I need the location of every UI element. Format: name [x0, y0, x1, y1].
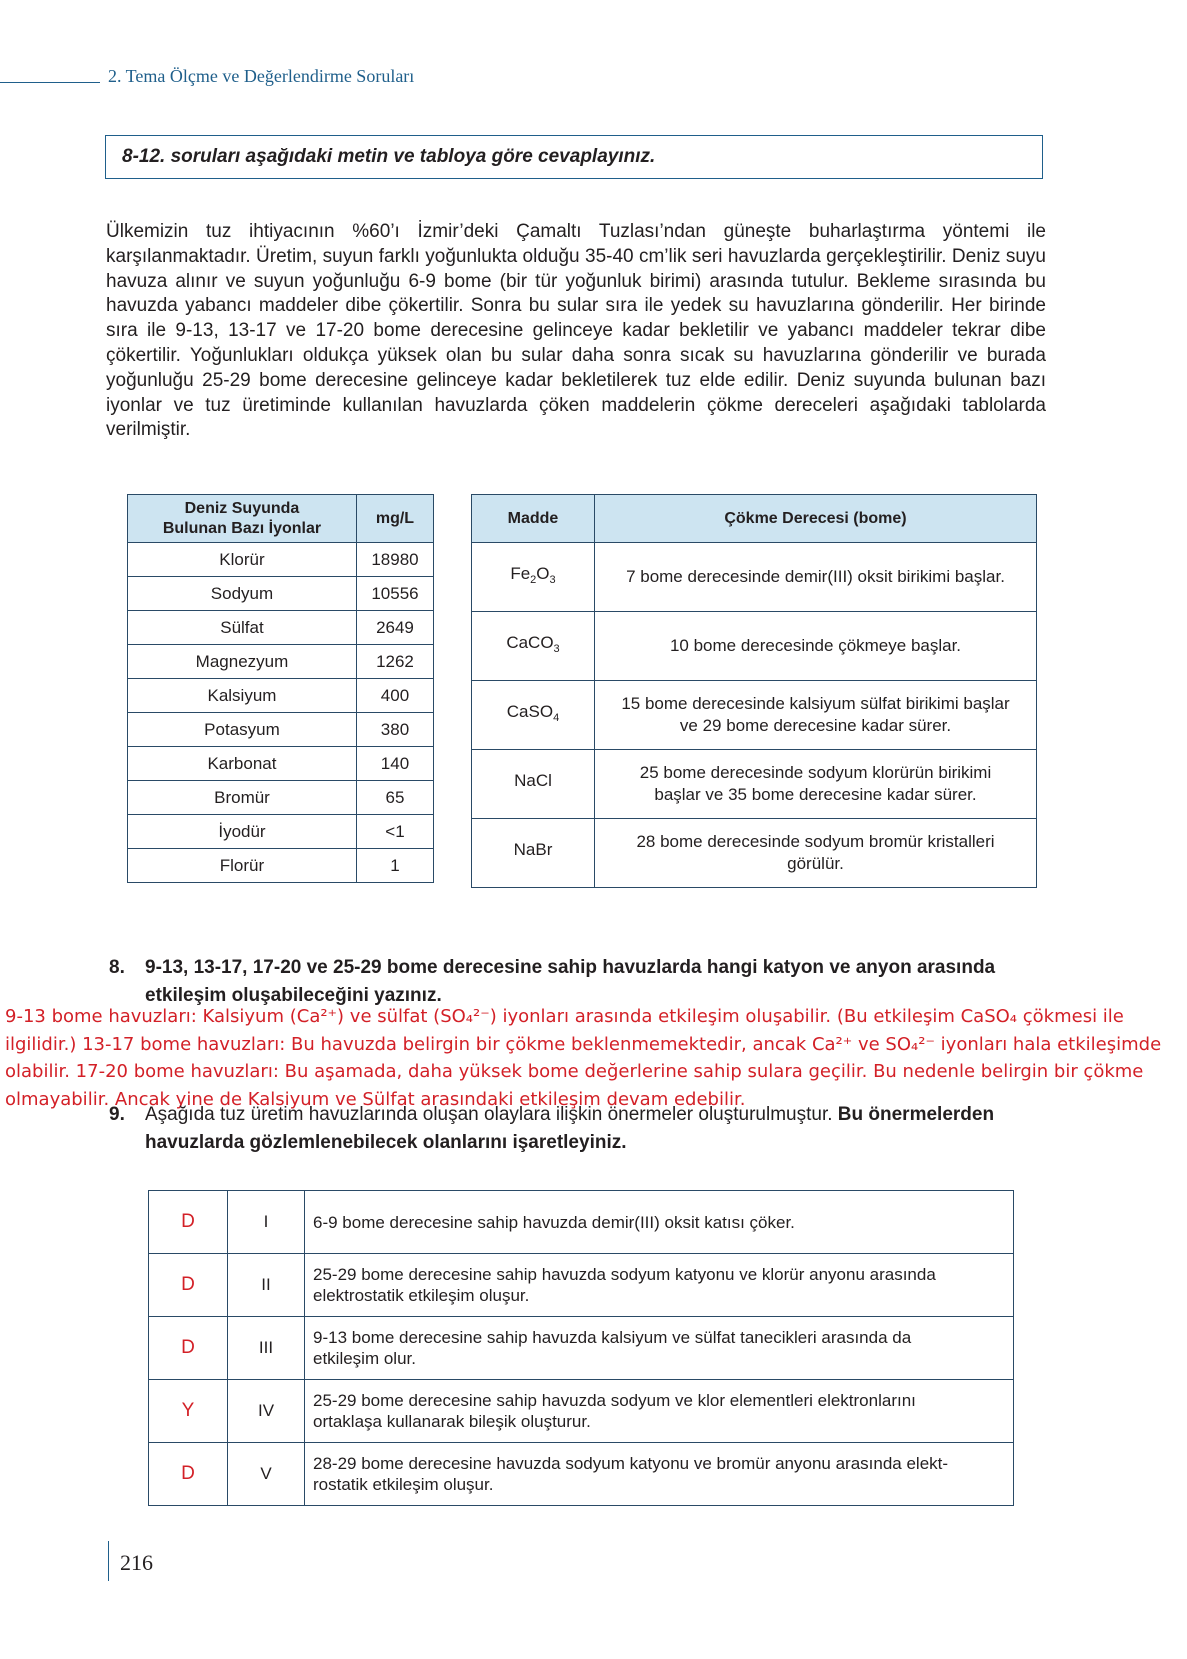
ion-name: Magnezyum [128, 645, 357, 679]
answer-cell[interactable]: D [149, 1443, 228, 1506]
madde-formula: CaSO$_4$ [472, 681, 595, 750]
ion-value: 380 [356, 713, 433, 747]
statement-text: 28-29 bome derecesine havuzda sodyum katyonu ve bromür anyonu arasında elekt- rostatik etkileşim oluşur. [305, 1443, 1014, 1506]
roman-numeral: IV [228, 1380, 305, 1443]
ion-value: 10556 [356, 577, 433, 611]
table-row [128, 713, 434, 747]
instruction-text: 8-12. soruları aşağıdaki metin ve tabloya göre cevaplayınız. [122, 146, 656, 167]
madde-table [471, 494, 1037, 888]
table-row [149, 1317, 1014, 1380]
question-8 [109, 954, 1029, 1010]
table-row [128, 543, 434, 577]
answer-cell[interactable]: D [149, 1254, 228, 1317]
header-rule [0, 82, 100, 83]
table-row [128, 781, 434, 815]
question-9-plain: Aşağıda tuz üretim havuzlarında oluşan olaylara ilişkin önermeler oluşturulmuştur. [145, 1104, 838, 1125]
ion-value: 65 [356, 781, 433, 815]
intro-paragraph: Ülkemizin tuz ihtiyacının %60’ı İzmir’deki Çamaltı Tuzlası’ndan güneşte buharlaştırma yöntemi ile karşılanmaktadır. Üretim, suyun farklı yoğunlukta olduğu 35-40 cm’lik seri havuzlarda gerçekleştirilir. Deniz suyu havuza alınır ve suyun yoğunluğu 6-9 bome (bir tür yoğunluk birimi) arasında tutulur. Bekleme sırasında bu havuzda yabancı maddeler dibe çökertilir. Sonra bu sular sıra ile yedek su havuzlarına gönderilir. Her birinde sıra ile 9-13, 13-17 ve 17-20 bome derecesine gelinceye kadar bekletilir ve yabancı maddeler tekrar dibe çökertilir. Yoğunlukları oldukça yüksek olan bu sular daha sonra sıcak su havuzlarına gönderilir ve burada yoğunluğu 25-29 bome derecesine gelinceye kadar bekletilerek tuz elde edilir. Deniz suyunda bulunan bazı iyonlar ve tuz üretiminde kullanılan havuzlarda çöken maddelerin çökme dereceleri aşağıdaki tablolarda verilmiştir. [106, 221, 1046, 441]
ion-name: Sodyum [128, 577, 357, 611]
roman-numeral: I [228, 1191, 305, 1254]
table-row [128, 645, 434, 679]
statement-text: 25-29 bome derecesine sahip havuzda sodyum katyonu ve klorür anyonu arasında elektrostatik etkileşim oluşur. [305, 1254, 1014, 1317]
madde-desc: 10 bome derecesinde çökmeye başlar. [595, 612, 1037, 681]
ion-name: Sülfat [128, 611, 357, 645]
madde-formula: NaCl [472, 750, 595, 819]
madde-formula: NaBr [472, 819, 595, 888]
instruction-box [105, 135, 1043, 179]
ion-name: Klorür [128, 543, 357, 577]
question-9 [109, 1101, 1049, 1157]
ion-name: Bromür [128, 781, 357, 815]
madde-desc: 25 bome derecesinde sodyum klorürün birikimi başlar ve 35 bome derecesine kadar sürer. [595, 750, 1037, 819]
question-9-text [145, 1101, 1049, 1157]
roman-numeral: III [228, 1317, 305, 1380]
section-title: 2. Tema Ölçme ve Değerlendirme Soruları [108, 66, 415, 86]
ion-header-line1: Deniz Suyunda [184, 499, 300, 517]
table-row [128, 815, 434, 849]
table-row [472, 750, 1037, 819]
answer-cell[interactable]: Y [149, 1380, 228, 1443]
ion-name: Kalsiyum [128, 679, 357, 713]
statements-table [148, 1190, 1014, 1506]
question-9-bold: Bu önermelerden havuzlarda gözlemlenebilecek olanlarını işaretleyiniz. [145, 1104, 995, 1153]
ion-name: Potasyum [128, 713, 357, 747]
ion-value: 140 [356, 747, 433, 781]
ion-name: Florür [128, 849, 357, 883]
ion-value: 2649 [356, 611, 433, 645]
question-9-number: 9. [109, 1104, 125, 1125]
statement-text: 6-9 bome derecesine sahip havuzda demir(III) oksit katısı çöker. [305, 1191, 1014, 1254]
page-number-bar [108, 1541, 109, 1581]
madde-desc: 28 bome derecesinde sodyum bromür kristalleri görülür. [595, 819, 1037, 888]
statement-text: 9-13 bome derecesine sahip havuzda kalsiyum ve sülfat tanecikleri arasında da etkileşim olur. [305, 1317, 1014, 1380]
ion-table [127, 494, 434, 883]
question-8-number: 8. [109, 957, 125, 978]
table-row [472, 543, 1037, 612]
statement-text: 25-29 bome derecesine sahip havuzda sodyum ve klor elementleri elektronlarını ortaklaşa kullanarak bileşik oluşturur. [305, 1380, 1014, 1443]
question-8-text: 9-13, 13-17, 17-20 ve 25-29 bome derecesine sahip havuzlarda hangi katyon ve anyon arasında etkileşim oluşabileceğini yazınız. [145, 957, 996, 1006]
table-row [128, 577, 434, 611]
answer-cell[interactable]: D [149, 1317, 228, 1380]
madde-table-header [472, 495, 1037, 543]
ion-table-header [128, 495, 434, 543]
table-row [149, 1191, 1014, 1254]
madde-header: Madde [472, 495, 595, 543]
table-row [149, 1443, 1014, 1506]
table-row [472, 819, 1037, 888]
handwritten-answer-8[interactable]: 9-13 bome havuzları: Kalsiyum (Ca²⁺) ve sülfat (SO₄²⁻) iyonları arasında etkileşim oluşabilir. (Bu etkileşim CaSO₄ çökmesi ile ilgilidir.) 13-17 bome havuzları: Bu havuzda belirgin bir çökme beklenmemektedir, ancak Ca²⁺ ve SO₄²⁻ iyonları hala etkileşimde olabilir. 17-20 bome havuzları: Bu aşamada, daha yüksek bome değerlerine sahip sulara geçilir. Bu nedenle belirgin bir çökme olmayabilir. Ancak yine de Kalsiyum ve Sülfat arasındaki etkileşim devam edebilir. [5, 1006, 1162, 1110]
table-row [149, 1254, 1014, 1317]
table-row [149, 1380, 1014, 1443]
roman-numeral: V [228, 1443, 305, 1506]
ion-value: <1 [356, 815, 433, 849]
table-row [128, 849, 434, 883]
ion-header-name [128, 495, 357, 543]
table-row [128, 679, 434, 713]
madde-formula: $Fe_2O_3$ [472, 543, 595, 612]
table-row [472, 681, 1037, 750]
table-row [128, 747, 434, 781]
madde-desc: 15 bome derecesinde kalsiyum sülfat birikimi başlar ve 29 bome derecesine kadar sürer. [595, 681, 1037, 750]
cokme-header: Çökme Derecesi (bome) [595, 495, 1037, 543]
table-row [472, 612, 1037, 681]
table-row [128, 611, 434, 645]
ion-name: İyodür [128, 815, 357, 849]
roman-numeral: II [228, 1254, 305, 1317]
madde-formula: CaCO$_3$ [472, 612, 595, 681]
page-number: 216 [120, 1550, 153, 1575]
ion-name: Karbonat [128, 747, 357, 781]
ion-header-line2: Bulunan Bazı İyonlar [162, 519, 322, 537]
madde-desc: 7 bome derecesinde demir(III) oksit birikimi başlar. [595, 543, 1037, 612]
ion-value: 400 [356, 679, 433, 713]
answer-cell[interactable]: D [149, 1191, 228, 1254]
ion-value: 18980 [356, 543, 433, 577]
ion-header-value: mg/L [356, 495, 433, 543]
ion-value: 1262 [356, 645, 433, 679]
ion-value: 1 [356, 849, 433, 883]
